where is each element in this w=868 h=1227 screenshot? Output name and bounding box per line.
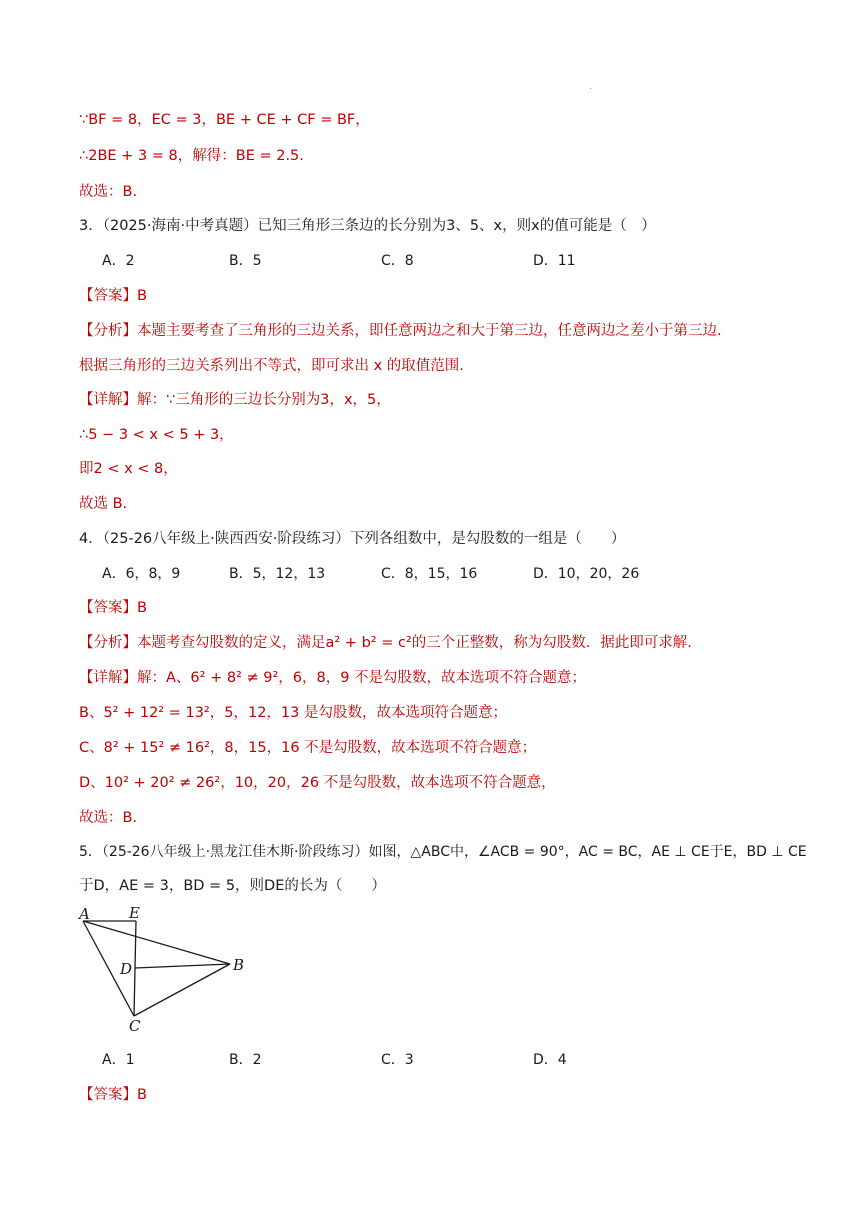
prev-solution-line-2: ∴2BE + 3 = 8，解得：BE = 2.5. <box>79 148 304 164</box>
q4-option-a: A．6，8，9 <box>102 566 181 582</box>
q3-option-d: D．11 <box>533 253 576 269</box>
q3-detail-3: 即2 < x < 8， <box>79 461 178 477</box>
q5-stem-1: 5．（25-26八年级上·黑龙江佳木斯·阶段练习）如图，△ABC中，∠ACB = 90°，AC = BC，AE ⊥ CE于E，BD ⊥ CE <box>79 844 807 860</box>
q5-option-c: C．3 <box>381 1052 414 1068</box>
segment-bc <box>134 964 230 1016</box>
q4-option-c: C．8，15，16 <box>381 566 478 582</box>
page-speck <box>590 88 591 89</box>
q3-answer: 【答案】B <box>79 288 147 304</box>
q3-stem: 3．（2025·海南·中考真题）已知三角形三条边的长分别为3、5、x，则x的值可能是（ ） <box>79 218 656 234</box>
q3-option-b: B．5 <box>229 253 262 269</box>
q5-option-b: B．2 <box>229 1052 262 1068</box>
prev-solution-line-3: 故选：B. <box>79 184 138 200</box>
q3-option-c: C．8 <box>381 253 414 269</box>
q3-option-a: A．2 <box>102 253 135 269</box>
q5-answer: 【答案】B <box>79 1087 147 1103</box>
label-e: E <box>129 904 140 922</box>
q4-option-d: D．10，20，26 <box>533 566 640 582</box>
q4-detail-5: 故选：B. <box>79 810 138 826</box>
segment-ab <box>83 921 230 964</box>
label-a: A <box>79 905 90 923</box>
label-d: D <box>120 960 133 978</box>
q4-option-b: B．5，12，13 <box>229 566 326 582</box>
q5-option-d: D．4 <box>533 1052 567 1068</box>
q3-analysis-1: 【分析】本题主要考查了三角形的三边关系，即任意两边之和大于第三边，任意两边之差小于第三边. <box>79 323 722 339</box>
q4-detail-1: 【详解】解：A、6² + 8² ≠ 9²，6，8，9 不是勾股数，故本选项不符合题意； <box>79 670 587 686</box>
q4-stem: 4．（25-26八年级上·陕西西安·阶段练习）下列各组数中，是勾股数的一组是（ ） <box>79 531 626 547</box>
q4-detail-4: D、10² + 20² ≠ 26²，10，20，26 不是勾股数，故本选项不符合题意， <box>79 775 556 791</box>
label-c: C <box>129 1017 141 1035</box>
q4-detail-3: C、8² + 15² ≠ 16²，8，15，16 不是勾股数，故本选项不符合题意； <box>79 740 537 756</box>
q4-answer: 【答案】B <box>79 600 147 616</box>
q5-stem-2: 于D，AE = 3，BD = 5，则DE的长为（ ） <box>79 878 386 894</box>
q3-detail-2: ∴5 − 3 < x < 5 + 3， <box>79 427 234 443</box>
q5-triangle-figure <box>72 900 262 1040</box>
figure-lines <box>83 921 230 1016</box>
prev-solution-line-1: ∵BF = 8，EC = 3，BE + CE + CF = BF， <box>79 112 370 128</box>
q5-option-a: A．1 <box>102 1052 135 1068</box>
q3-analysis-2: 根据三角形的三边关系列出不等式，即可求出 x 的取值范围. <box>79 358 464 374</box>
q3-detail-4: 故选 B. <box>79 496 128 512</box>
q4-detail-2: B、5² + 12² = 13²，5，12，13 是勾股数，故本选项符合题意； <box>79 705 507 721</box>
segment-db <box>135 964 230 968</box>
label-b: B <box>233 956 245 974</box>
q3-detail-1: 【详解】解：∵三角形的三边长分别为3，x，5， <box>79 392 391 408</box>
q4-analysis: 【分析】本题考查勾股数的定义，满足a² + b² = c²的三个正整数，称为勾股数．据此即可求解. <box>79 635 692 651</box>
